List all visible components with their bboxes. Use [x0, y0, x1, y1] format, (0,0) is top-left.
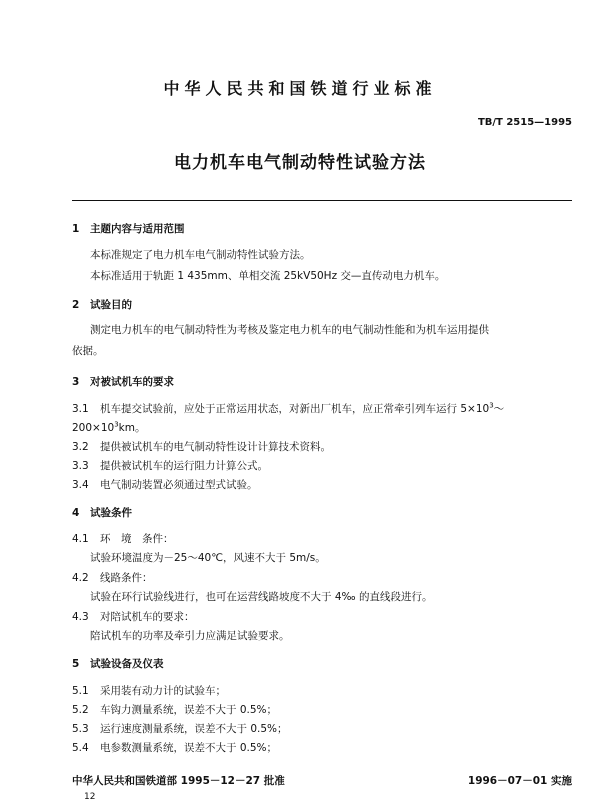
exponent: 3 — [114, 420, 119, 429]
section-title: 主题内容与适用范围 — [90, 223, 185, 235]
clause-number: 3.1 — [72, 403, 89, 415]
clause-4-2-label — [72, 570, 153, 585]
section-2-heading — [72, 297, 132, 312]
clause-text: 采用装有动力计的试验车； — [100, 685, 226, 697]
clause-number: 4.1 — [72, 533, 89, 545]
clause-4-1-label — [72, 531, 174, 546]
section-number: 4 — [72, 507, 80, 519]
standard-header: 中华人民共和国铁道行业标准 — [163, 79, 437, 98]
clause-text: 提供被试机车的电气制动特性设计计算技术资料。 — [100, 441, 331, 453]
document-title: 电力机车电气制动特性试验方法 — [174, 153, 426, 173]
clause-number: 3.4 — [72, 479, 89, 491]
clause-number: 5.2 — [72, 704, 89, 716]
clause-4-3-label — [72, 609, 195, 624]
section-1-paragraph-2: 本标准适用于轨距 1 435mm、单相交流 25kV50Hz 交—直传动电力机车。 — [90, 270, 446, 282]
section-title: 试验设备及仪表 — [90, 658, 164, 670]
clause-number: 4.3 — [72, 611, 89, 623]
approval-note: 中华人民共和国铁道部 1995－12－27 批准 — [72, 775, 285, 787]
clause-number: 3.3 — [72, 460, 89, 472]
clause-5-3 — [72, 721, 288, 736]
section-3-heading — [72, 374, 174, 389]
clause-text: 电气制动装置必须通过型式试验。 — [100, 479, 258, 491]
section-2-paragraph-line-2: 依据。 — [72, 345, 104, 357]
section-number: 1 — [72, 223, 80, 235]
clause-text-b: ～ — [493, 403, 505, 415]
clause-label: 对陪试机车的要求： — [100, 611, 195, 623]
clause-3-1-continued — [72, 420, 145, 435]
clause-text-a: 机车提交试验前，应处于正常运用状态，对新出厂机车，应正常牵引列车运行 5×10 — [100, 403, 490, 415]
section-1-heading — [72, 221, 185, 236]
clause-4-3-text: 陪试机车的功率及牵引力应满足试验要求。 — [90, 630, 290, 642]
clause-5-4 — [72, 740, 277, 755]
standard-code: TB/T 2515—1995 — [477, 117, 572, 128]
title-divider — [72, 200, 572, 201]
clause-text: 提供被试机车的运行阻力计算公式。 — [100, 460, 268, 472]
section-number: 3 — [72, 376, 80, 388]
section-5-heading — [72, 656, 164, 671]
clause-5-2 — [72, 702, 277, 717]
clause-5-1 — [72, 683, 226, 698]
implementation-date: 1996－07－01 实施 — [467, 775, 572, 787]
clause-3-4 — [72, 477, 258, 492]
clause-3-3 — [72, 458, 268, 473]
clause-3-2 — [72, 439, 331, 454]
section-number: 5 — [72, 658, 80, 670]
clause-number: 3.2 — [72, 441, 89, 453]
clause-text: 车钩力测量系统，误差不大于 0.5%； — [100, 704, 278, 716]
clause-number: 5.1 — [72, 685, 89, 697]
clause-text: 电参数测量系统，误差不大于 0.5%； — [100, 742, 278, 754]
section-4-heading — [72, 505, 132, 520]
section-1-paragraph-1: 本标准规定了电力机车电气制动特性试验方法。 — [90, 249, 311, 261]
exponent: 3 — [489, 401, 494, 410]
clause-label: 线路条件： — [100, 572, 153, 584]
page-number: 12 — [84, 792, 96, 802]
clause-text-c: 200×10 — [72, 422, 115, 434]
section-number: 2 — [72, 299, 80, 311]
clause-3-1 — [72, 401, 504, 416]
clause-4-1-text: 试验环境温度为－25～40℃，风速不大于 5m/s。 — [90, 552, 326, 564]
clause-4-2-text: 试验在环行试验线进行，也可在运营线路坡度不大于 4‰ 的直线段进行。 — [90, 591, 433, 603]
clause-text: 运行速度测量系统，误差不大于 0.5%； — [100, 723, 288, 735]
clause-number: 5.4 — [72, 742, 89, 754]
section-title: 试验目的 — [90, 299, 132, 311]
section-2-paragraph-line-1: 测定电力机车的电气制动特性为考核及鉴定电力机车的电气制动性能和为机车运用提供 — [90, 324, 489, 336]
clause-number: 4.2 — [72, 572, 89, 584]
section-title: 试验条件 — [90, 507, 132, 519]
clause-label: 环 境 条件： — [100, 533, 174, 545]
clause-number: 5.3 — [72, 723, 89, 735]
section-title: 对被试机车的要求 — [90, 376, 174, 388]
clause-text-d: km。 — [118, 422, 146, 434]
